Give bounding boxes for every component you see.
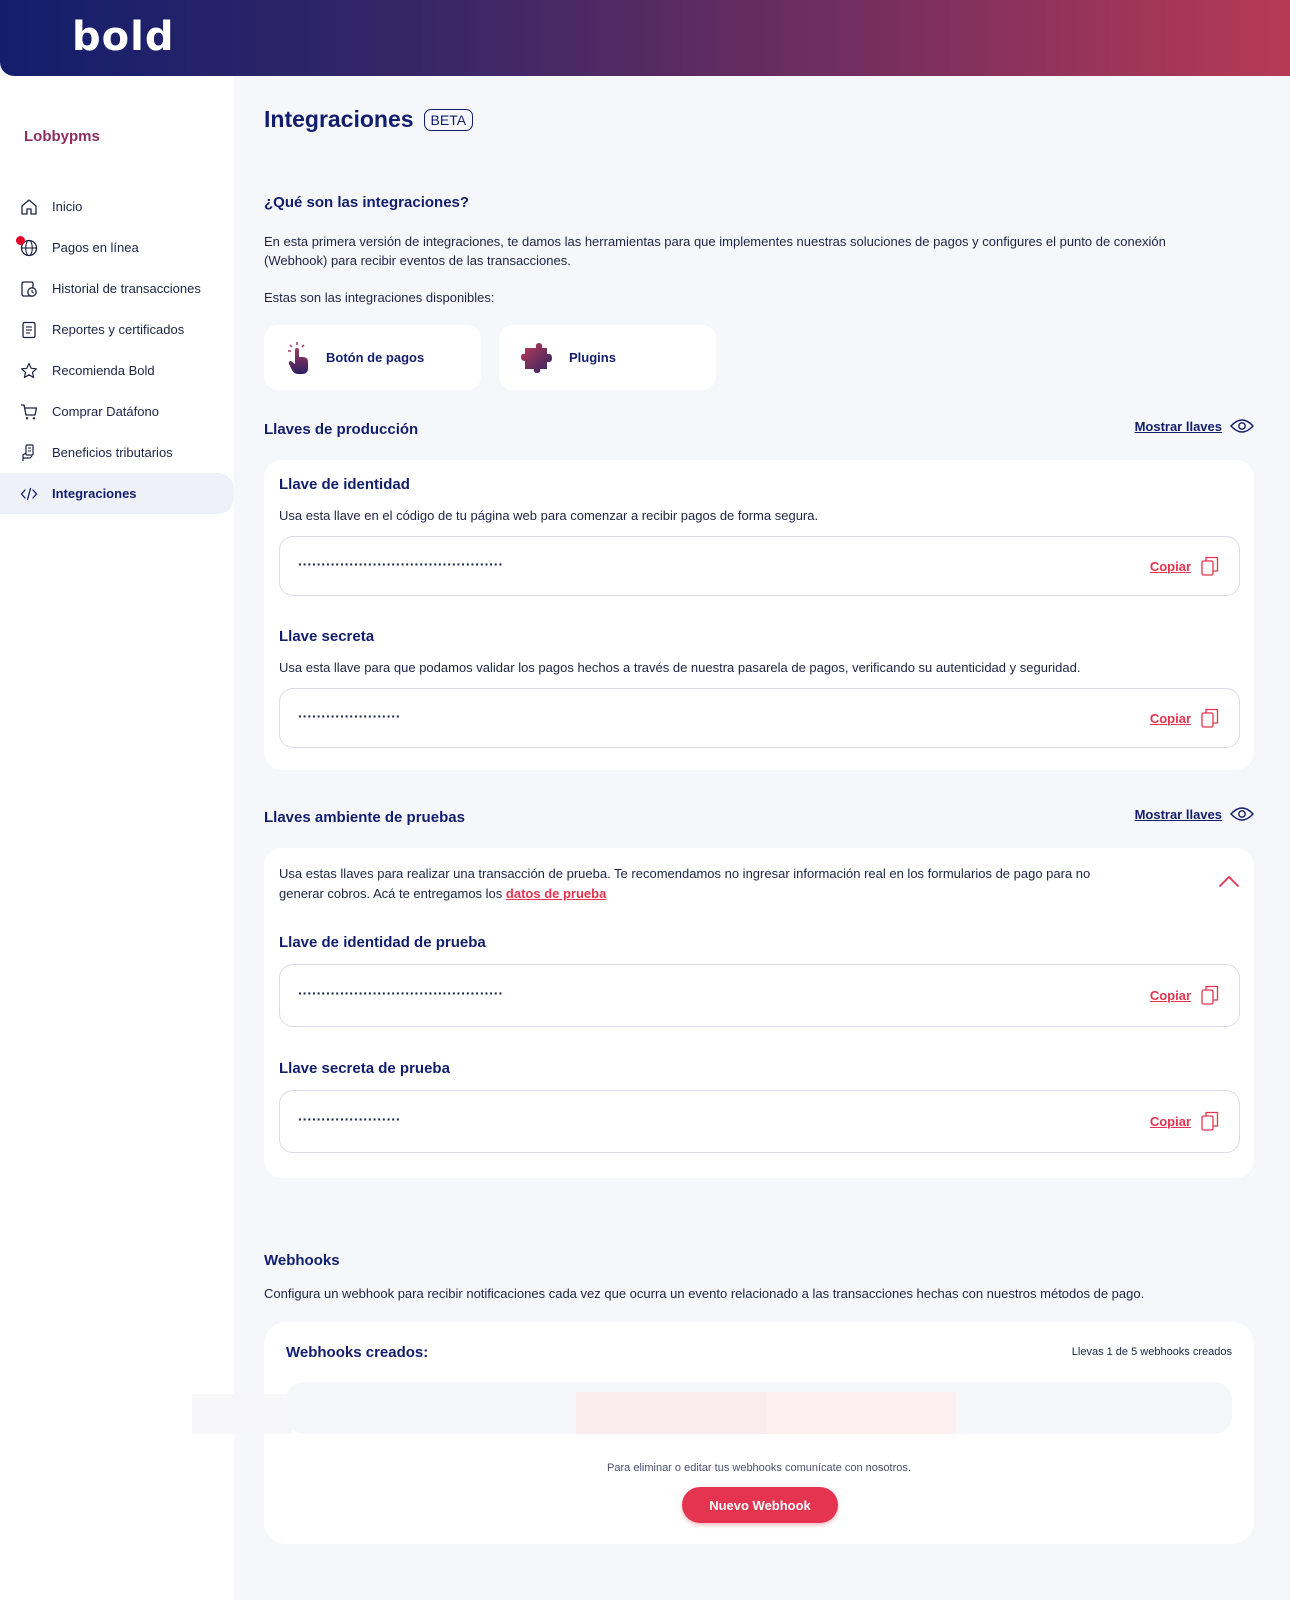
sidebar-item-label: Beneficios tributarios bbox=[52, 445, 173, 460]
intro-text: En esta primera versión de integraciones, te damos las herramientas para que implementes nuestras soluciones de pagos y configures el punto de conexión (Webhook) para recibir eventos de las transacciones. bbox=[264, 234, 1166, 268]
sidebar-item-label: Integraciones bbox=[52, 486, 137, 501]
available-label: Estas son las integraciones disponibles: bbox=[264, 290, 495, 305]
webhooks-count: Llevas 1 de 5 webhooks creados bbox=[1071, 1346, 1232, 1358]
sidebar-item-label: Historial de transacciones bbox=[52, 281, 201, 296]
cart-icon bbox=[19, 402, 39, 422]
webhooks-description: Configura un webhook para recibir notificaciones cada vez que ocurra un evento relacionado a las transacciones hechas con nuestros métodos de pago. bbox=[264, 1286, 1145, 1301]
test-secret-key-masked: ······················ bbox=[298, 1111, 401, 1127]
test-identity-key-title: Llave de identidad de prueba bbox=[279, 934, 486, 951]
copy-label: Copiar bbox=[1149, 1113, 1191, 1129]
test-identity-key-masked: ············································ bbox=[298, 985, 504, 1001]
code-icon bbox=[19, 484, 39, 504]
puzzle-icon bbox=[521, 342, 555, 374]
show-keys-label: Mostrar llaves bbox=[1134, 806, 1222, 822]
integration-card-boton-pagos[interactable] bbox=[264, 325, 481, 390]
test-desc-line2: generar cobros. Acá te entregamos los bbox=[279, 886, 503, 901]
identity-key-field[interactable] bbox=[279, 536, 1240, 596]
test-keys-panel bbox=[264, 848, 1254, 1178]
notification-dot bbox=[16, 236, 25, 245]
eye-icon bbox=[1230, 418, 1254, 434]
sidebar-item-comprar-datafono[interactable] bbox=[0, 391, 234, 432]
copy-test-identity-key-button[interactable] bbox=[1150, 985, 1219, 1005]
sidebar-item-label: Comprar Datáfono bbox=[52, 404, 159, 419]
secret-key-description: Usa esta llave para que podamos validar los pagos hechos a través de nuestra pasarela de pagos, verificando su autenticidad y seguridad. bbox=[279, 660, 1081, 675]
sidebar-item-pagos-en-linea[interactable] bbox=[0, 227, 234, 268]
test-desc-line1: Usa estas llaves para realizar una transacción de prueba. Te recomendamos no ingresar información real en los formularios de pago para no bbox=[279, 866, 1091, 881]
new-webhook-button[interactable]: Nuevo Webhook bbox=[682, 1487, 838, 1523]
copy-label: Copiar bbox=[1149, 987, 1191, 1003]
identity-key-title: Llave de identidad bbox=[279, 476, 410, 493]
page-title: Integraciones bbox=[264, 106, 414, 132]
sidebar-item-label: Recomienda Bold bbox=[52, 363, 155, 378]
receipt-hand-icon bbox=[19, 443, 39, 463]
table-row bbox=[576, 1392, 766, 1434]
copy-icon bbox=[1201, 985, 1219, 1005]
copy-test-secret-key-button[interactable] bbox=[1150, 1111, 1219, 1131]
show-production-keys[interactable] bbox=[1135, 418, 1254, 434]
table-row bbox=[766, 1392, 956, 1434]
bold-logo[interactable]: bold bbox=[72, 14, 175, 60]
sidebar-item-inicio[interactable] bbox=[0, 186, 234, 227]
sidebar-item-label: Pagos en línea bbox=[52, 240, 139, 255]
test-data-link[interactable]: datos de prueba bbox=[505, 886, 607, 901]
star-icon bbox=[19, 361, 39, 381]
test-secret-key-field[interactable] bbox=[279, 1090, 1240, 1153]
overflow-artifact bbox=[192, 1394, 292, 1434]
identity-key-description: Usa esta llave en el código de tu página web para comenzar a recibir pagos de forma segura. bbox=[279, 508, 819, 523]
copy-icon bbox=[1201, 1111, 1219, 1131]
copy-label: Copiar bbox=[1149, 710, 1191, 726]
sidebar-nav bbox=[0, 186, 234, 514]
sidebar-item-historial[interactable] bbox=[0, 268, 234, 309]
pointer-hand-icon bbox=[286, 341, 312, 375]
sidebar-item-label: Reportes y certificados bbox=[52, 322, 185, 337]
identity-key-masked: ············································ bbox=[298, 556, 504, 572]
show-keys-label: Mostrar llaves bbox=[1134, 418, 1222, 434]
copy-secret-key-button[interactable] bbox=[1150, 708, 1219, 728]
beta-badge: BETA bbox=[424, 109, 474, 131]
webhooks-table bbox=[286, 1382, 1232, 1434]
webhooks-created-title: Webhooks creados: bbox=[286, 1344, 429, 1361]
secret-key-masked: ······················ bbox=[298, 708, 401, 724]
production-keys-panel bbox=[264, 460, 1254, 770]
sidebar-item-beneficios[interactable] bbox=[0, 432, 234, 473]
test-secret-key-title: Llave secreta de prueba bbox=[279, 1060, 450, 1077]
chevron-up-icon[interactable] bbox=[1218, 874, 1240, 888]
intro-heading: ¿Qué son las integraciones? bbox=[264, 194, 470, 211]
integration-card-label: Botón de pagos bbox=[326, 350, 425, 365]
business-name: Lobbypms bbox=[24, 128, 100, 145]
integration-card-label: Plugins bbox=[569, 350, 616, 365]
top-bar bbox=[0, 0, 1290, 76]
sidebar-item-integraciones[interactable] bbox=[0, 473, 234, 514]
production-keys-heading: Llaves de producción bbox=[264, 421, 419, 438]
secret-key-title: Llave secreta bbox=[279, 628, 375, 645]
home-icon bbox=[19, 197, 39, 217]
sidebar-item-label: Inicio bbox=[52, 199, 83, 214]
test-keys-description bbox=[279, 864, 1179, 904]
webhooks-heading: Webhooks bbox=[264, 1252, 340, 1269]
copy-identity-key-button[interactable] bbox=[1150, 556, 1219, 576]
history-icon bbox=[19, 279, 39, 299]
test-keys-heading: Llaves ambiente de pruebas bbox=[264, 809, 465, 826]
copy-icon bbox=[1201, 556, 1219, 576]
integration-card-plugins[interactable] bbox=[499, 325, 716, 390]
eye-icon bbox=[1230, 806, 1254, 822]
copy-icon bbox=[1201, 708, 1219, 728]
show-test-keys[interactable] bbox=[1135, 806, 1254, 822]
document-icon bbox=[19, 320, 39, 340]
page-header bbox=[264, 106, 473, 133]
sidebar-item-recomienda[interactable] bbox=[0, 350, 234, 391]
test-identity-key-field[interactable] bbox=[279, 964, 1240, 1027]
webhooks-note: Para eliminar o editar tus webhooks comunícate con nosotros. bbox=[607, 1462, 911, 1474]
secret-key-field[interactable] bbox=[279, 688, 1240, 748]
webhooks-card bbox=[264, 1322, 1254, 1544]
copy-label: Copiar bbox=[1149, 558, 1191, 574]
sidebar bbox=[0, 76, 234, 1600]
sidebar-item-reportes[interactable] bbox=[0, 309, 234, 350]
